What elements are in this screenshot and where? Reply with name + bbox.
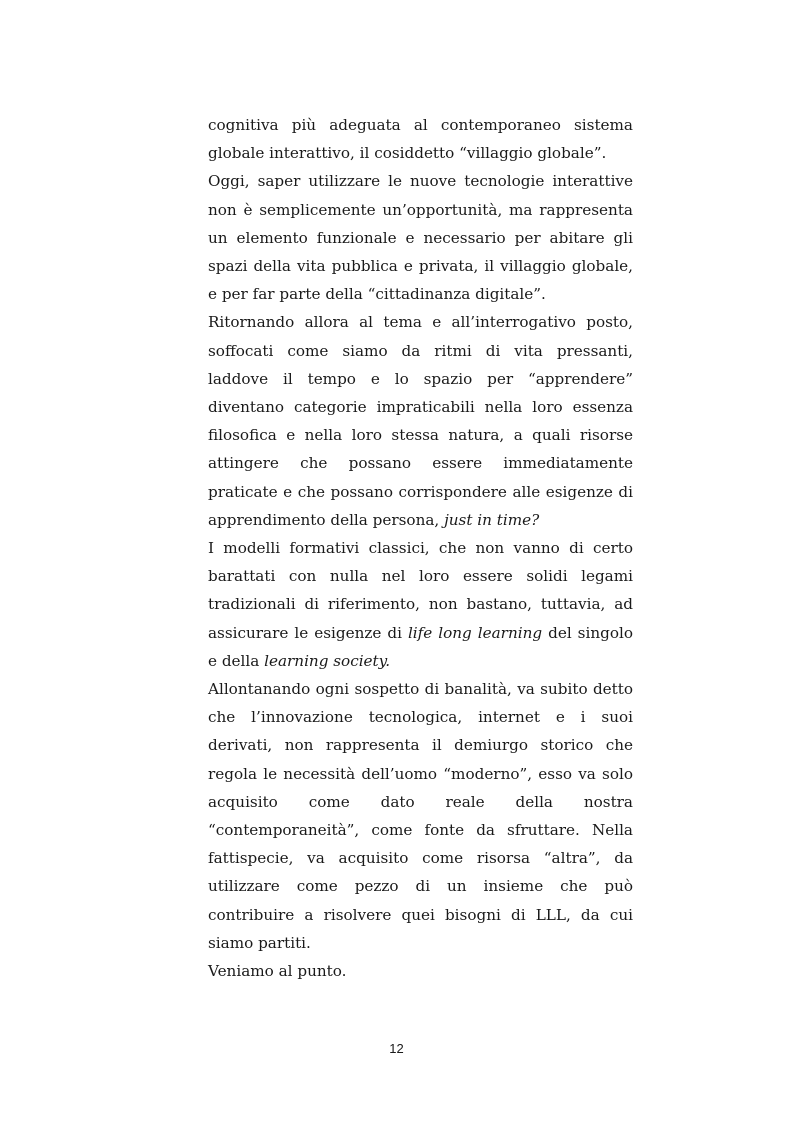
paragraph-text: Allontanando ogni sospetto di banalità, va subito detto che l’innovazione tecnologica, internet e i suoi derivati, non rappresenta il demiurgo storico che regola le necessità dell’uomo “moderno”, esso va solo acquisito come dato reale della nostra “contemporaneità”, come fonte da sfruttare. Nella fattispecie, va acquisito come risorsa “altra”, da utilizzare come pezzo di un insieme che può contribuire a risolvere quei bisogni di LLL, da cui siamo partiti. [208,680,633,952]
italic-phrase: just in time? [444,510,540,529]
paragraph [208,534,633,675]
italic-phrase: learning society. [264,651,391,670]
paragraph-text: cognitiva più adeguata al contemporaneo sistema globale interattivo, il cosiddetto “villaggio globale”. [208,116,633,163]
body-text [208,111,633,985]
paragraph-text: Veniamo al punto. [208,962,347,981]
paragraph-text: Ritornando allora al tema e all’interrogativo posto, soffocati come siamo da ritmi di vita pressanti, laddove il tempo e lo spazio per “apprendere” diventano categorie impraticabili nella loro essenza filosofica e nella loro stessa natura, a quali risorse attingere che possano essere immediatamente praticate e che possano corrispondere alle esigenze di apprendimento della persona, [208,313,633,529]
page-number: 12 [389,1041,404,1056]
paragraph-text: I modelli formativi classici, che non vanno di certo barattati con nulla nel loro essere solidi legami tradizionali di riferimento, non bastano, tuttavia, ad assicurare le esigenze di [208,539,633,642]
paragraph-text: del singolo e della [208,623,633,670]
paragraph [208,957,633,985]
paragraph [208,167,633,308]
paragraph [208,675,633,957]
paragraph-text: Oggi, saper utilizzare le nuove tecnologie interattive non è semplicemente un’opportunità, ma rappresenta un elemento funzionale e necessario per abitare gli spazi della vita pubblica e privata, il villaggio globale, e per far parte della “cittadinanza digitale”. [208,172,633,304]
italic-phrase: life long learning [407,623,543,642]
paragraph [208,308,633,534]
paragraph [208,111,633,167]
